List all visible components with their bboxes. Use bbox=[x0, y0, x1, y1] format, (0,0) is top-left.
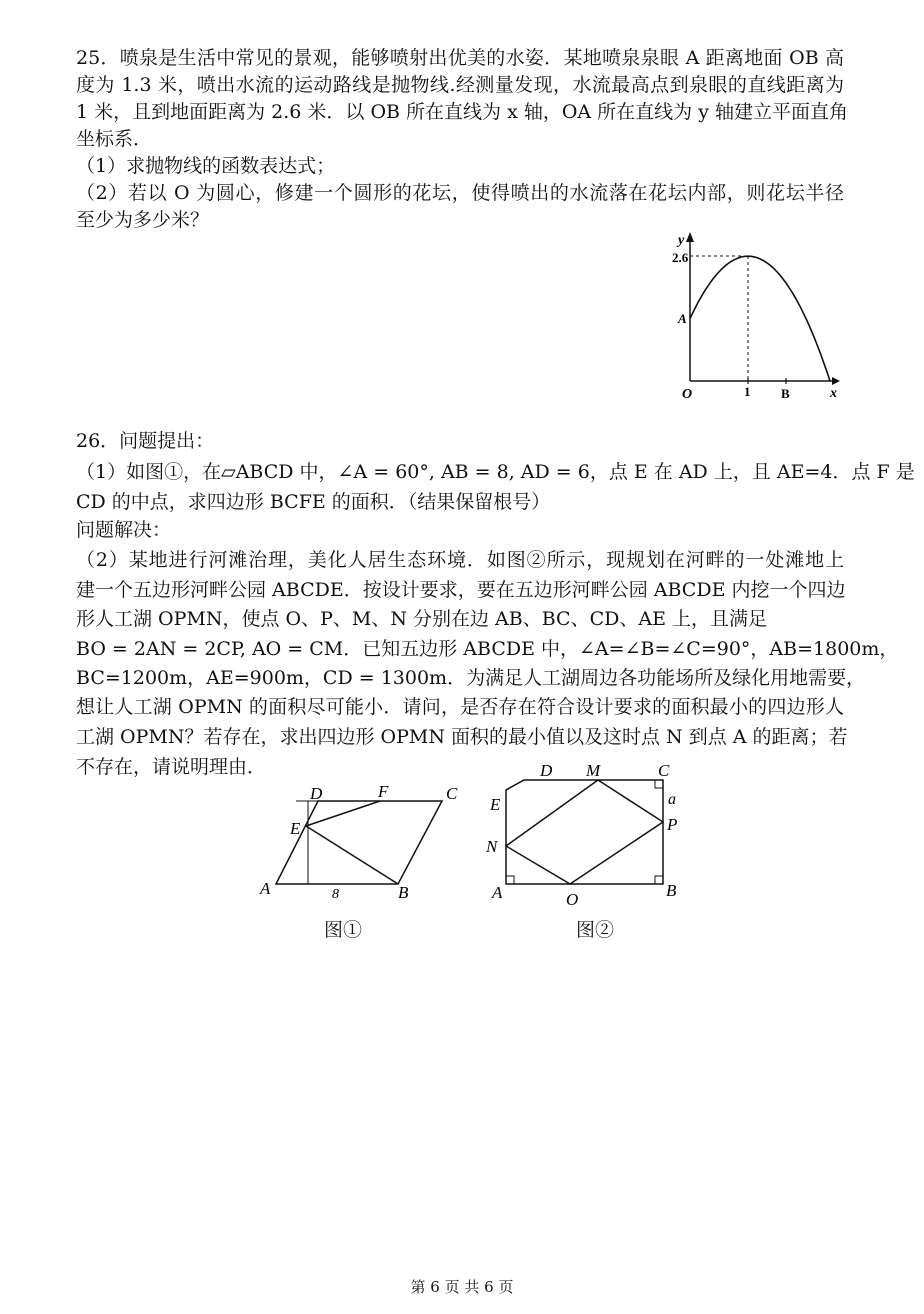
q26-line-11: 工湖 OPMN？若存在，求出四边形 OPMN 面积的最小值以及这时点 N 到点 A 的距离；若 bbox=[76, 726, 848, 748]
fig2-label-o: O bbox=[566, 890, 579, 908]
figure-1-svg bbox=[250, 778, 480, 908]
x-axis-arrow bbox=[832, 377, 840, 385]
fig2-cp-mark: a bbox=[668, 791, 676, 808]
q26-line-9: BC=1200m，AE=900m，CD = 1300m．为满足人工湖周边各功能场所及绿化用地需要， bbox=[76, 667, 866, 689]
q26-line-2: （1）如图①，在▱ABCD 中，∠A = 60°, AB = 8, AD = 6，点 E 在 AD 上，且 AE=4．点 F 是 bbox=[76, 461, 915, 483]
q26-line-12: 不存在，请说明理由． bbox=[76, 756, 267, 778]
q25-line-5: （1）求抛物线的函数表达式； bbox=[76, 155, 336, 177]
q26-line-7: 形人工湖 OPMN，使点 O、P、M、N 分别在边 AB、BC、CD、AE 上，且满足 bbox=[76, 608, 767, 630]
x-one-label: 1 bbox=[744, 384, 751, 399]
q25-line-6: （2）若以 O 为圆心，修建一个圆形的花坛，使得喷出的水流落在花坛内部，则花坛半径 bbox=[76, 182, 844, 204]
fig2-label-e: E bbox=[490, 795, 501, 814]
figure-2 bbox=[480, 760, 690, 908]
q26-line-1: 26．问题提出： bbox=[76, 430, 215, 452]
figure-1-caption: 图① bbox=[324, 919, 363, 941]
fountain-parabola-graph bbox=[670, 228, 850, 406]
right-angle-c bbox=[655, 780, 663, 788]
origin-label: O bbox=[682, 387, 693, 402]
q26-line-4: 问题解决： bbox=[76, 519, 172, 541]
segment-eb bbox=[306, 826, 398, 884]
q25-line-3: 1 米，且到地面距离为 2.6 米．以 OB 所在直线为 x 轴，OA 所在直线为 y 轴建立平面直角 bbox=[76, 101, 848, 123]
fig2-label-m: M bbox=[586, 761, 601, 780]
fig2-label-b: B bbox=[666, 881, 677, 900]
fig2-label-a: A bbox=[492, 883, 503, 902]
q25-line-2: 度为 1.3 米，喷出水流的运动路线是抛物线.经测量发现，水流最高点到泉眼的直线距离为 bbox=[76, 74, 844, 96]
right-angle-a bbox=[506, 876, 514, 884]
fig1-label-e: E bbox=[290, 819, 301, 838]
segment-ef bbox=[306, 801, 380, 826]
fig2-label-n: N bbox=[486, 837, 498, 856]
q26-line-8: BO = 2AN = 2CP, AO = CM．已知五边形 ABCDE 中，∠A=∠B=∠C=90°，AB=1800m， bbox=[76, 638, 899, 660]
parallelogram-abcd bbox=[276, 801, 442, 884]
fig1-label-d: D bbox=[310, 784, 323, 803]
fig2-label-d: D bbox=[540, 761, 553, 780]
q25-line-4: 坐标系． bbox=[76, 128, 153, 150]
q25-line-7: 至少为多少米？ bbox=[76, 209, 210, 231]
fig2-label-c: C bbox=[658, 761, 670, 780]
y-axis-label: y bbox=[678, 233, 685, 248]
figure-2-svg bbox=[480, 760, 690, 908]
parabola-svg bbox=[670, 228, 850, 406]
parabola-curve bbox=[690, 256, 830, 381]
point-a-label: A bbox=[678, 311, 687, 326]
peak-height-label: 2.6 bbox=[672, 250, 689, 265]
page-footer: 第 6 页 共 6 页 bbox=[410, 1278, 514, 1296]
fig1-label-f: F bbox=[378, 782, 389, 801]
figure-1 bbox=[250, 778, 480, 908]
fig2-label-p: P bbox=[667, 815, 678, 834]
q26-line-10: 想让人工湖 OPMN 的面积尽可能小．请问，是否存在符合设计要求的面积最小的四边形人 bbox=[76, 696, 844, 718]
q25-line-1: 25．喷泉是生活中常见的景观，能够喷射出优美的水姿．某地喷泉泉眼 A 距离地面 OB 高 bbox=[76, 47, 844, 69]
pentagon-abcde bbox=[506, 780, 663, 884]
fig1-ab-mark: 8 bbox=[332, 887, 339, 902]
quadrilateral-opmn bbox=[506, 780, 663, 884]
x-axis-label: x bbox=[830, 386, 837, 401]
right-angle-b bbox=[655, 876, 663, 884]
point-b-label: B bbox=[781, 386, 790, 401]
fig1-label-c: C bbox=[446, 784, 458, 803]
y-axis-arrow bbox=[686, 232, 694, 242]
fig1-label-a: A bbox=[260, 879, 271, 898]
q26-line-3: CD 的中点，求四边形 BCFE 的面积．（结果保留根号） bbox=[76, 491, 551, 513]
q26-line-5: （2）某地进行河滩治理，美化人居生态环境．如图②所示，现规划在河畔的一处滩地上 bbox=[76, 549, 844, 571]
fig1-label-b: B bbox=[398, 883, 409, 902]
figure-2-caption: 图② bbox=[576, 919, 615, 941]
q26-line-6: 建一个五边形河畔公园 ABCDE．按设计要求，要在五边形河畔公园 ABCDE 内挖一个四边 bbox=[76, 579, 846, 601]
